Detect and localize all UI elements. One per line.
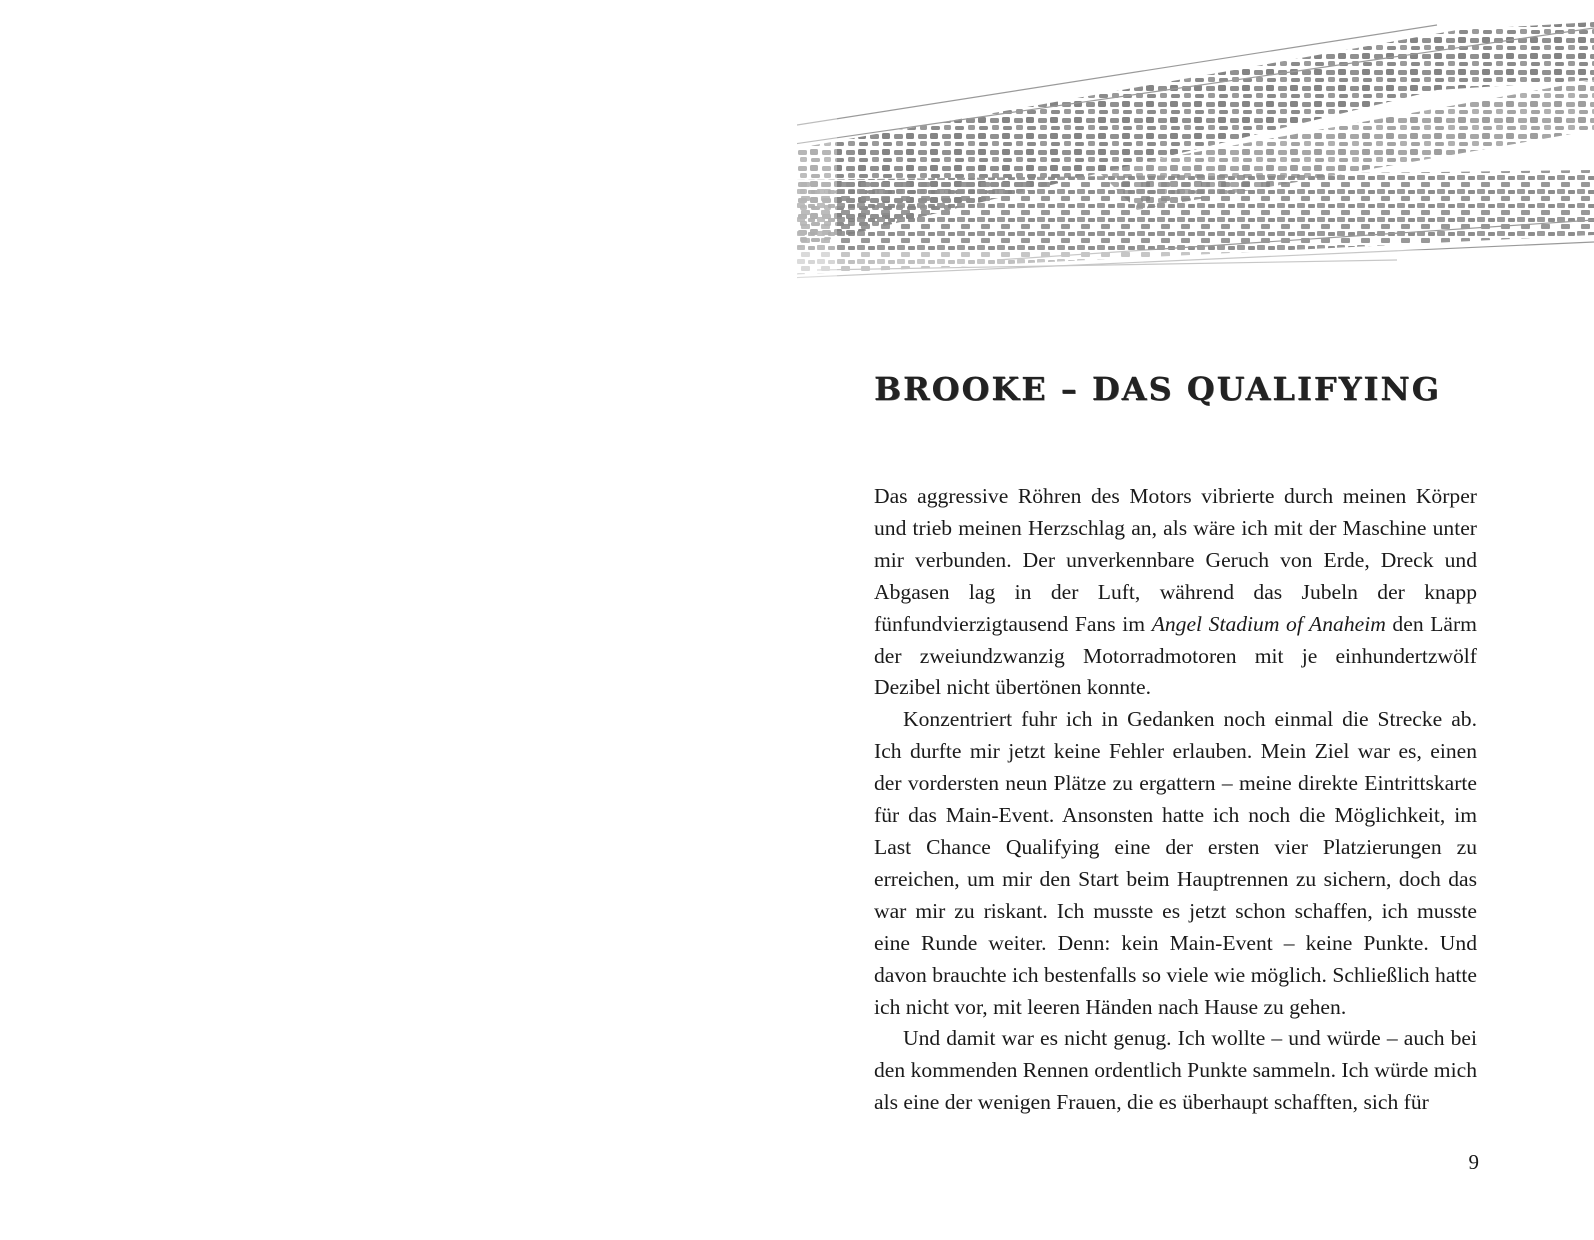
right-page [797,0,1594,1240]
page-number: 9 [1468,1150,1479,1174]
stadium-name-emphasis: Angel Stadium of Anaheim [1151,611,1386,636]
paragraph-2: Konzentriert fuhr ich in Gedanken noch einmal die Strecke ab. Ich durfte mir jetzt keine Fehler erlauben. Mein Ziel war es, einen der vordersten neun Plätze zu ergattern – meine direkte Eintrittskarte für das Main-Event. Ansonsten hatte ich noch die Möglichkeit, im Last Chance Qualifying eine der ersten vier Platzierungen zu erreichen, um mir den Start beim Hauptrennen zu sichern, doch das war mir zu riskant. Ich musste es jetzt schon schaffen, ich musste eine Runde weiter. Denn: kein Main-Event – keine Punkte. Und davon brauchte ich bestenfalls so viele wie möglich. Schließlich hatte ich nicht vor, mit leeren Händen nach Hause zu gehen. [874,707,1477,1019]
chapter-title: BROOKE – DAS QUALIFYING [874,370,1441,408]
paragraph-1 [874,481,1477,704]
paragraph-3: Und damit war es nicht genug. Ich wollte – und würde – auch bei den kommenden Rennen ordentlich Punkte sammeln. Ich würde mich als eine der wenigen Frauen, die es überhaupt schafften, sich für [874,1026,1477,1115]
paragraph-1-text-after: den Lärm der zweiundzwanzig Motorradmotoren mit je einhundertzwölf Dezibel nicht übertönen konnte. [874,611,1477,700]
chapter-body [874,481,1477,1119]
tire-tracks-illustration [797,20,1594,290]
paragraph-1-text-before: Das aggressive Röhren des Motors vibrierte durch meinen Körper und trieb meinen Herzschlag an, als wäre ich mit der Maschine unter mir verbunden. Der unverkennbare Geruch von Erde, Dreck und Abgasen lag in der Luft, während das Jubeln der knapp fünfundvierzigtausend Fans im [874,484,1477,636]
